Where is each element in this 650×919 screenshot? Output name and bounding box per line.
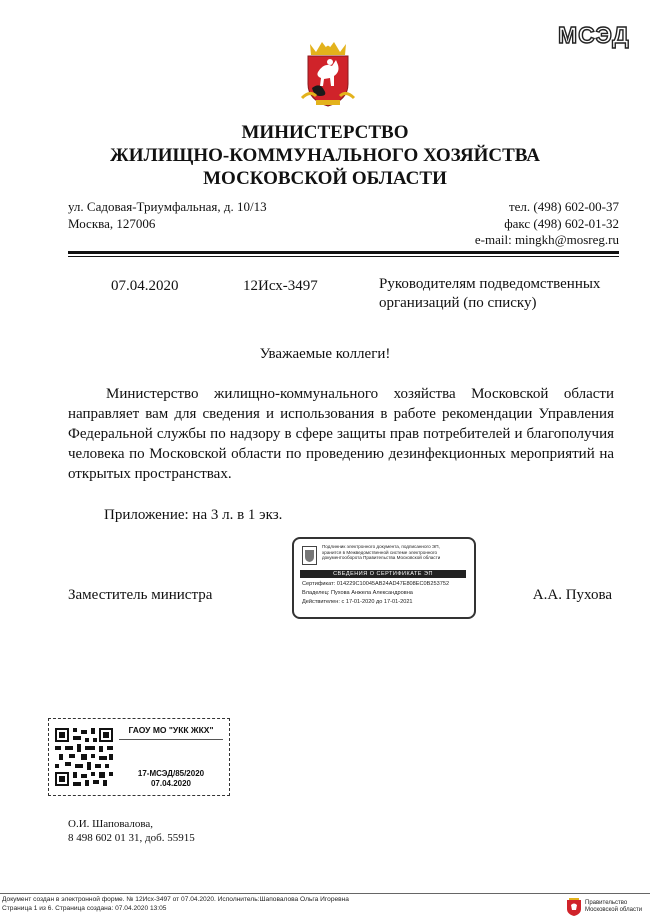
executor-phone: 8 498 602 01 31, доб. 55915	[68, 832, 195, 844]
stamp-registration	[119, 769, 223, 789]
qr-code-icon	[55, 728, 113, 786]
msed-mark: МСЭД	[558, 22, 630, 48]
certificate-number: Сертификат: 014229C10045AB24AD47E808EC0B253752	[302, 581, 450, 587]
certificate-owner: Владелец: Пухова Анжела Александровна	[302, 590, 413, 596]
stamp-organization: ГАОУ МО "УКК ЖКХ"	[128, 725, 214, 735]
header-divider-thin	[68, 256, 619, 257]
address-phone: тел. (498) 602-00-37	[508, 199, 619, 214]
government-emblem-icon	[566, 898, 582, 917]
header-divider-thick	[68, 251, 619, 254]
certificate-info-bar: СВЕДЕНИЯ О СЕРТИФИКАТЕ ЭП	[300, 570, 466, 578]
ministry-title-line1: МИНИСТЕРСТВО	[241, 122, 409, 143]
stamp-reg-date: 07.04.2020	[150, 779, 192, 788]
attachment-note: Приложение: на 3 л. в 1 экз.	[104, 507, 283, 523]
ministry-title-line2: ЖИЛИЩНО-КОММУНАЛЬНОГО ХОЗЯЙСТВА	[110, 145, 540, 166]
signer-position: Заместитель министра	[68, 587, 213, 603]
registration-stamp	[48, 718, 230, 796]
executor-name: О.И. Шаповалова,	[68, 818, 154, 830]
signature-stamp-text: Подлинник электронного документа, подписанного ЭП, хранится в Межведомственной системе электронного документооборота Правительства Московской области	[322, 544, 441, 561]
address-street: ул. Садовая-Триумфальная, д. 10/13	[68, 199, 267, 214]
certificate-validity: Действителен: с 17-01-2020 до 17-01-2021	[302, 599, 413, 605]
footer-divider	[0, 893, 650, 894]
greeting: Уважаемые коллеги!	[259, 346, 391, 362]
footer-page-info: Страница 1 из 6. Страница создана: 07.04.2020 13:05	[2, 905, 167, 912]
letter-body: Министерство жилищно-коммунального хозяйства Московской области направляет вам для сведения и использования в работе рекомендации Управления Федеральной службы по надзору в сфере защиты прав потребителей и благополучия человека по Московской области по проведению дезинфекционных мероприятий на открытых пространствах.	[68, 386, 614, 482]
letter-date: 07.04.2020	[111, 278, 179, 294]
ministry-title-line3: МОСКОВСКОЙ ОБЛАСТИ	[203, 168, 447, 189]
address-city: Москва, 127006	[68, 216, 156, 231]
stamp-reg-number: 17-МСЭД/85/2020	[137, 769, 205, 778]
region-emblem-icon	[302, 546, 317, 565]
address-email[interactable]: e-mail: mingkh@mosreg.ru	[474, 232, 619, 247]
recipient-line2: организаций (по списку)	[379, 295, 537, 311]
signer-name: А.А. Пухова	[532, 587, 612, 603]
government-label: Правительство Московской области	[585, 900, 643, 913]
address-fax: факс (498) 602-01-32	[504, 216, 619, 231]
recipient-line1: Руководителям подведомственных	[379, 276, 601, 292]
electronic-signature-stamp	[292, 537, 476, 619]
coat-of-arms-icon	[300, 38, 356, 110]
letter-number: 12Исх-3497	[243, 278, 318, 294]
footer-document-info: Документ создан в электронной форме. № 12Исх-3497 от 07.04.2020. Исполнитель:Шаповалова Ольга Игоревна	[2, 896, 349, 903]
stamp-divider	[119, 739, 223, 740]
